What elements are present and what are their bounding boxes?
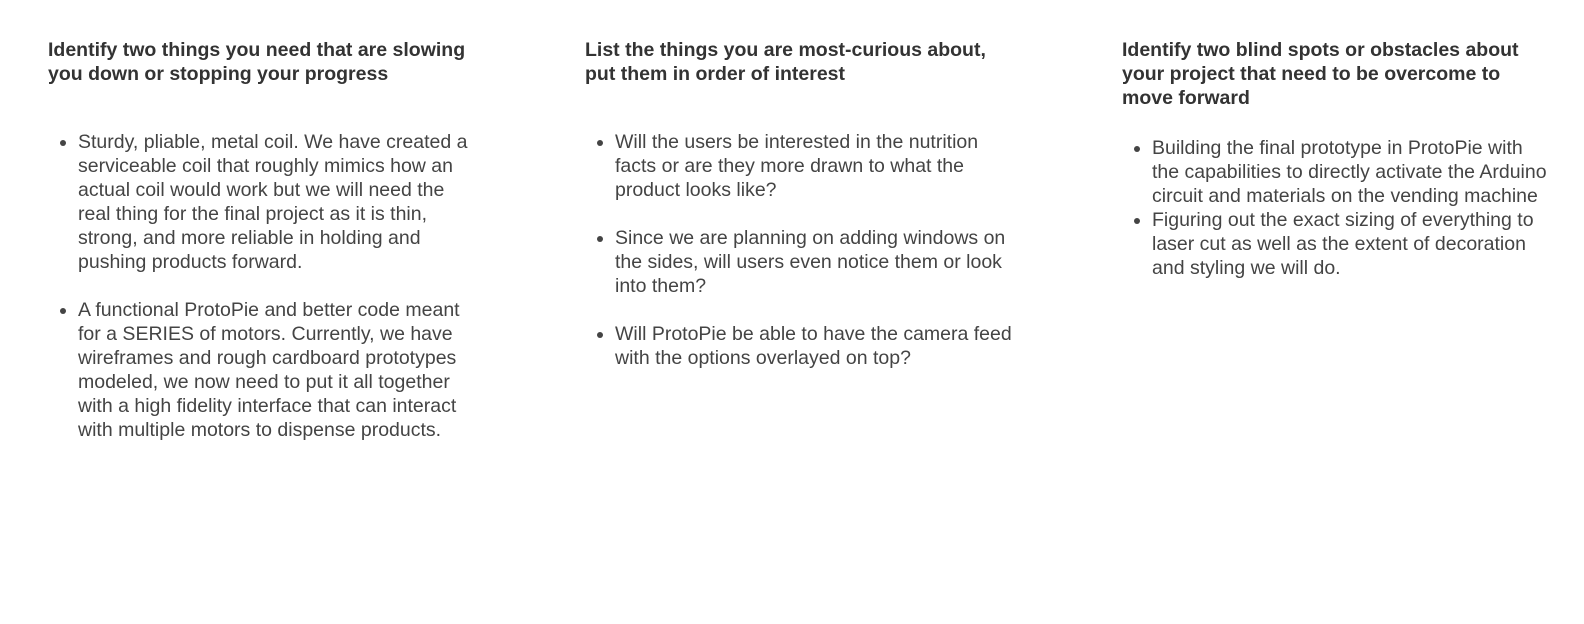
bullet-icon: [597, 140, 603, 146]
list-item: [585, 226, 1015, 298]
list-item: [1122, 208, 1552, 280]
list-item-text: Since we are planning on adding windows on the sides, will users even notice them or look into them?: [615, 227, 1006, 297]
bullet-icon: [60, 140, 66, 146]
curiosities-list: [585, 130, 1015, 370]
list-item-text: Building the final prototype in ProtoPie with the capabilities to directly activate the Arduino circuit and materials on the vending machine: [1152, 137, 1547, 207]
bullet-icon: [597, 236, 603, 242]
list-item: [1122, 136, 1552, 208]
curiosities-column: [585, 38, 1015, 370]
list-item: [585, 130, 1015, 202]
list-item-text: Will the users be interested in the nutrition facts or are they more drawn to what the product looks like?: [615, 131, 979, 201]
list-item-text: Will ProtoPie be able to have the camera feed with the options overlayed on top?: [615, 323, 1012, 369]
needs-list: [48, 130, 478, 442]
list-item-text: Figuring out the exact sizing of everything to laser cut as well as the extent of decoration and styling we will do.: [1152, 209, 1534, 279]
list-item: [48, 298, 478, 442]
bullet-icon: [597, 332, 603, 338]
needs-heading: Identify two things you need that are slowing you down or stopping your progress: [48, 39, 466, 85]
obstacles-column: [1122, 38, 1552, 280]
list-item-text: A functional ProtoPie and better code meant for a SERIES of motors. Currently, we have wireframes and rough cardboard prototypes modeled, we now need to put it all together with a high fidelity interface that can interact with multiple motors to dispense products.: [78, 299, 460, 441]
bullet-icon: [1134, 146, 1140, 152]
needs-column: [48, 38, 478, 442]
obstacles-list: [1122, 136, 1552, 280]
bullet-icon: [60, 308, 66, 314]
obstacles-heading: Identify two blind spots or obstacles about your project that need to be overcome to move forward: [1122, 39, 1519, 109]
list-item: [585, 322, 1015, 370]
list-item: [48, 130, 478, 274]
bullet-icon: [1134, 218, 1140, 224]
list-item-text: Sturdy, pliable, metal coil. We have created a serviceable coil that roughly mimics how an actual coil would work but we will need the real thing for the final project as it is thin, strong, and more reliable in holding and pushing products forward.: [78, 131, 468, 273]
curiosities-heading: List the things you are most-curious about, put them in order of interest: [585, 39, 986, 85]
